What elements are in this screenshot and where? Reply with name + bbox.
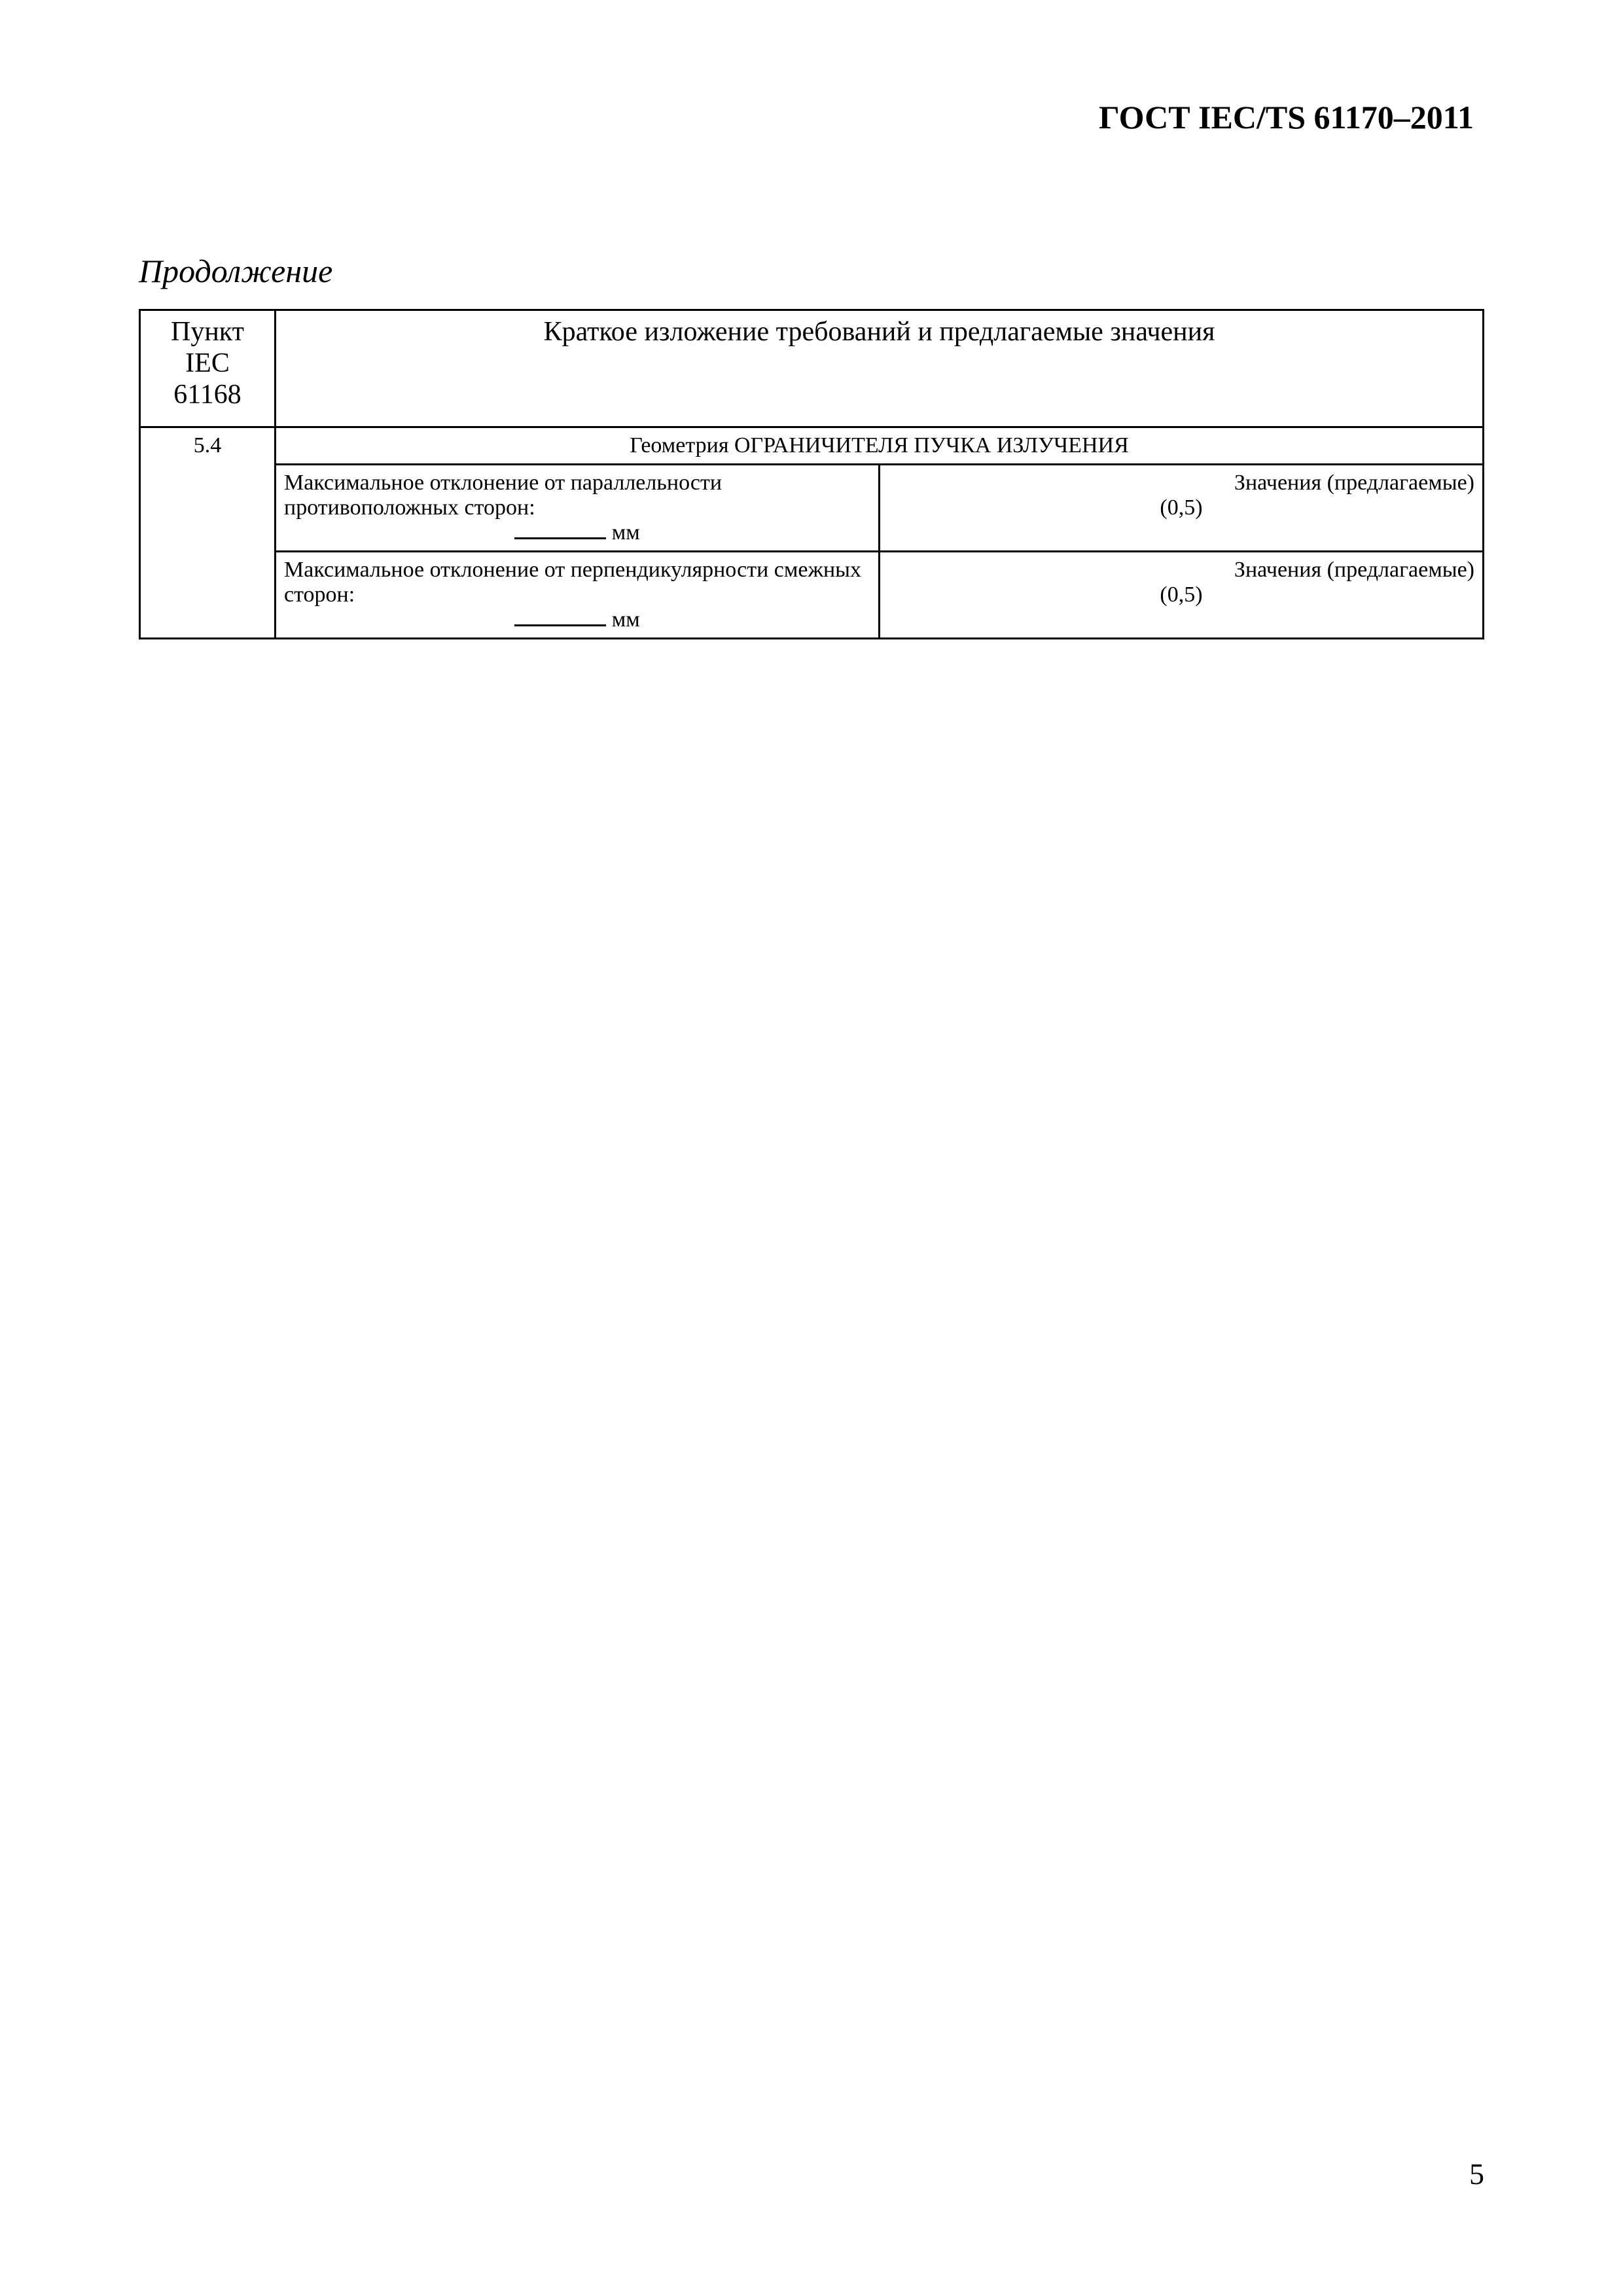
value-cell <box>880 465 1484 552</box>
table-row <box>140 465 1484 552</box>
requirement-cell <box>276 552 880 639</box>
requirement-cell <box>276 465 880 552</box>
requirement-text: Максимальное отклонение от перпендикулярности смежных сторон: <box>284 558 862 607</box>
summary-column-header: Краткое изложение требований и предлагаемые значения <box>276 310 1484 427</box>
continuation-label: Продолжение <box>139 253 333 289</box>
table-row <box>140 552 1484 639</box>
clause-column-header: Пункт IEC 61168 <box>140 310 276 427</box>
unit-label: мм <box>611 520 640 545</box>
proposed-value: (0,5) <box>1160 583 1203 607</box>
blank-field <box>514 624 606 626</box>
value-cell <box>880 552 1484 639</box>
blank-field <box>514 537 606 539</box>
table-header-row <box>140 310 1484 427</box>
proposed-value: (0,5) <box>1160 495 1203 520</box>
value-label: Значения (предлагаемые) <box>1234 471 1474 495</box>
clause-number: 5.4 <box>140 427 276 639</box>
requirement-text: Максимальное отклонение от параллельности противоположных сторон: <box>284 471 722 520</box>
value-label: Значения (предлагаемые) <box>1234 558 1474 582</box>
document-id: ГОСТ IEC/TS 61170–2011 <box>1099 99 1474 135</box>
unit-label: мм <box>611 607 640 632</box>
table-row <box>140 427 1484 465</box>
requirements-table <box>139 309 1484 639</box>
page-number: 5 <box>1469 2157 1484 2191</box>
section-title: Геометрия ОГРАНИЧИТЕЛЯ ПУЧКА ИЗЛУЧЕНИЯ <box>276 427 1484 465</box>
